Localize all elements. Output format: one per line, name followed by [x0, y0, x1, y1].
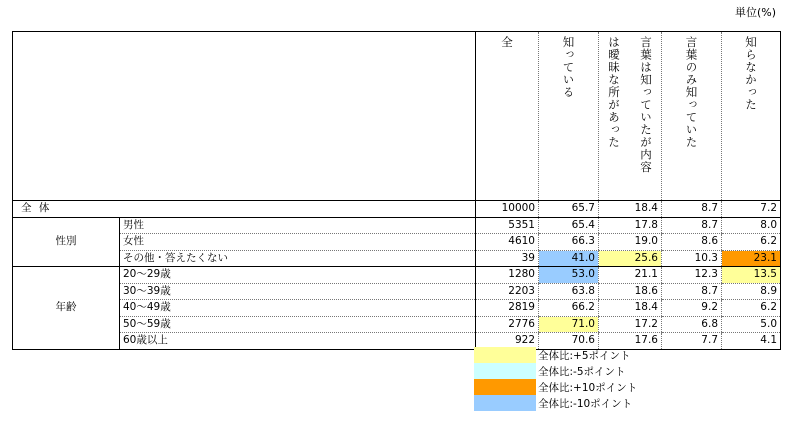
- total-row: [13, 201, 781, 218]
- row-label: 女性: [120, 234, 476, 251]
- table-cell: 17.6: [599, 333, 662, 350]
- table-cell: 18.6: [599, 283, 662, 300]
- table-cell: 71.0: [539, 316, 599, 333]
- table-cell: 13.5: [722, 267, 781, 284]
- group-label: 性別: [13, 217, 120, 267]
- table-cell: 7.7: [662, 333, 722, 350]
- table-cell: 4.1: [722, 333, 781, 350]
- table-cell: 25.6: [599, 250, 662, 267]
- table-cell: 5.0: [722, 316, 781, 333]
- col-header-text: 全: [500, 36, 514, 62]
- table-cell: 8.7: [662, 283, 722, 300]
- legend-item: [474, 363, 637, 379]
- legend-item: [474, 347, 637, 363]
- header-corner: [13, 32, 476, 201]
- table-cell: 70.6: [539, 333, 599, 350]
- table-cell: 65.7: [539, 201, 599, 218]
- col-header-total: [476, 32, 539, 201]
- col-header-text: 言葉は知っていたが内容: [639, 36, 653, 174]
- legend-item: [474, 395, 637, 411]
- table-cell: 39: [476, 250, 539, 267]
- table-cell: 9.2: [662, 300, 722, 317]
- row-label: その他・答えたくない: [120, 250, 476, 267]
- table-cell: 17.8: [599, 217, 662, 234]
- row-label: 40～49歳: [120, 300, 476, 317]
- table-cell: 66.2: [539, 300, 599, 317]
- table-cell: 2776: [476, 316, 539, 333]
- row-label: 30～39歳: [120, 283, 476, 300]
- legend-item: [474, 379, 637, 395]
- table-cell: 7.2: [722, 201, 781, 218]
- col-header-unknown: [722, 32, 781, 201]
- table-cell: 2203: [476, 283, 539, 300]
- col-header-text: 知っている: [561, 36, 576, 99]
- table-cell: 12.3: [662, 267, 722, 284]
- table-row: [13, 234, 781, 251]
- table-row: [13, 333, 781, 350]
- table-row: [13, 316, 781, 333]
- survey-table: [12, 31, 781, 350]
- table-cell: 23.1: [722, 250, 781, 267]
- legend-label: 全体比:-5ポイント: [538, 365, 626, 378]
- table-cell: 10000: [476, 201, 539, 218]
- table-cell: 19.0: [599, 234, 662, 251]
- row-label: 50～59歳: [120, 316, 476, 333]
- table-cell: 8.0: [722, 217, 781, 234]
- group-label: 年齢: [13, 267, 120, 350]
- table-cell: 922: [476, 333, 539, 350]
- table-cell: 2819: [476, 300, 539, 317]
- col-header-text: は曖昧な所があった: [607, 36, 621, 149]
- table-cell: 5351: [476, 217, 539, 234]
- table-cell: 66.3: [539, 234, 599, 251]
- table-cell: 65.4: [539, 217, 599, 234]
- header-row: [13, 32, 781, 201]
- table-cell: 17.2: [599, 316, 662, 333]
- unit-label: 単位(%): [735, 6, 777, 19]
- legend: [474, 347, 637, 411]
- table-row: [13, 283, 781, 300]
- table-cell: 1280: [476, 267, 539, 284]
- col-header-text: 言葉のみ知っていた: [684, 36, 699, 149]
- legend-label: 全体比:+10ポイント: [538, 381, 638, 394]
- table-cell: 8.7: [662, 217, 722, 234]
- row-label: 60歳以上: [120, 333, 476, 350]
- table-cell: 21.1: [599, 267, 662, 284]
- table-cell: 6.2: [722, 300, 781, 317]
- row-label: 男性: [120, 217, 476, 234]
- table-cell: 63.8: [539, 283, 599, 300]
- row-label: 20～29歳: [120, 267, 476, 284]
- table-cell: 10.3: [662, 250, 722, 267]
- table-row: [13, 300, 781, 317]
- table-cell: 53.0: [539, 267, 599, 284]
- table-row: [13, 250, 781, 267]
- table-cell: 8.7: [662, 201, 722, 218]
- row-label: 全 体: [13, 201, 476, 218]
- table-row: [13, 267, 781, 284]
- legend-label: 全体比:-10ポイント: [538, 397, 633, 410]
- col-header-text: 知らなかった: [744, 36, 758, 111]
- legend-label: 全体比:+5ポイント: [538, 349, 631, 362]
- table-cell: 6.2: [722, 234, 781, 251]
- col-header-know: [539, 32, 599, 201]
- table-cell: 41.0: [539, 250, 599, 267]
- col-header-vague: [599, 32, 662, 201]
- table-cell: 18.4: [599, 300, 662, 317]
- table-cell: 18.4: [599, 201, 662, 218]
- col-header-word-only: [662, 32, 722, 201]
- table-cell: 8.6: [662, 234, 722, 251]
- table-row: [13, 217, 781, 234]
- table-cell: 6.8: [662, 316, 722, 333]
- table-cell: 4610: [476, 234, 539, 251]
- table-cell: 8.9: [722, 283, 781, 300]
